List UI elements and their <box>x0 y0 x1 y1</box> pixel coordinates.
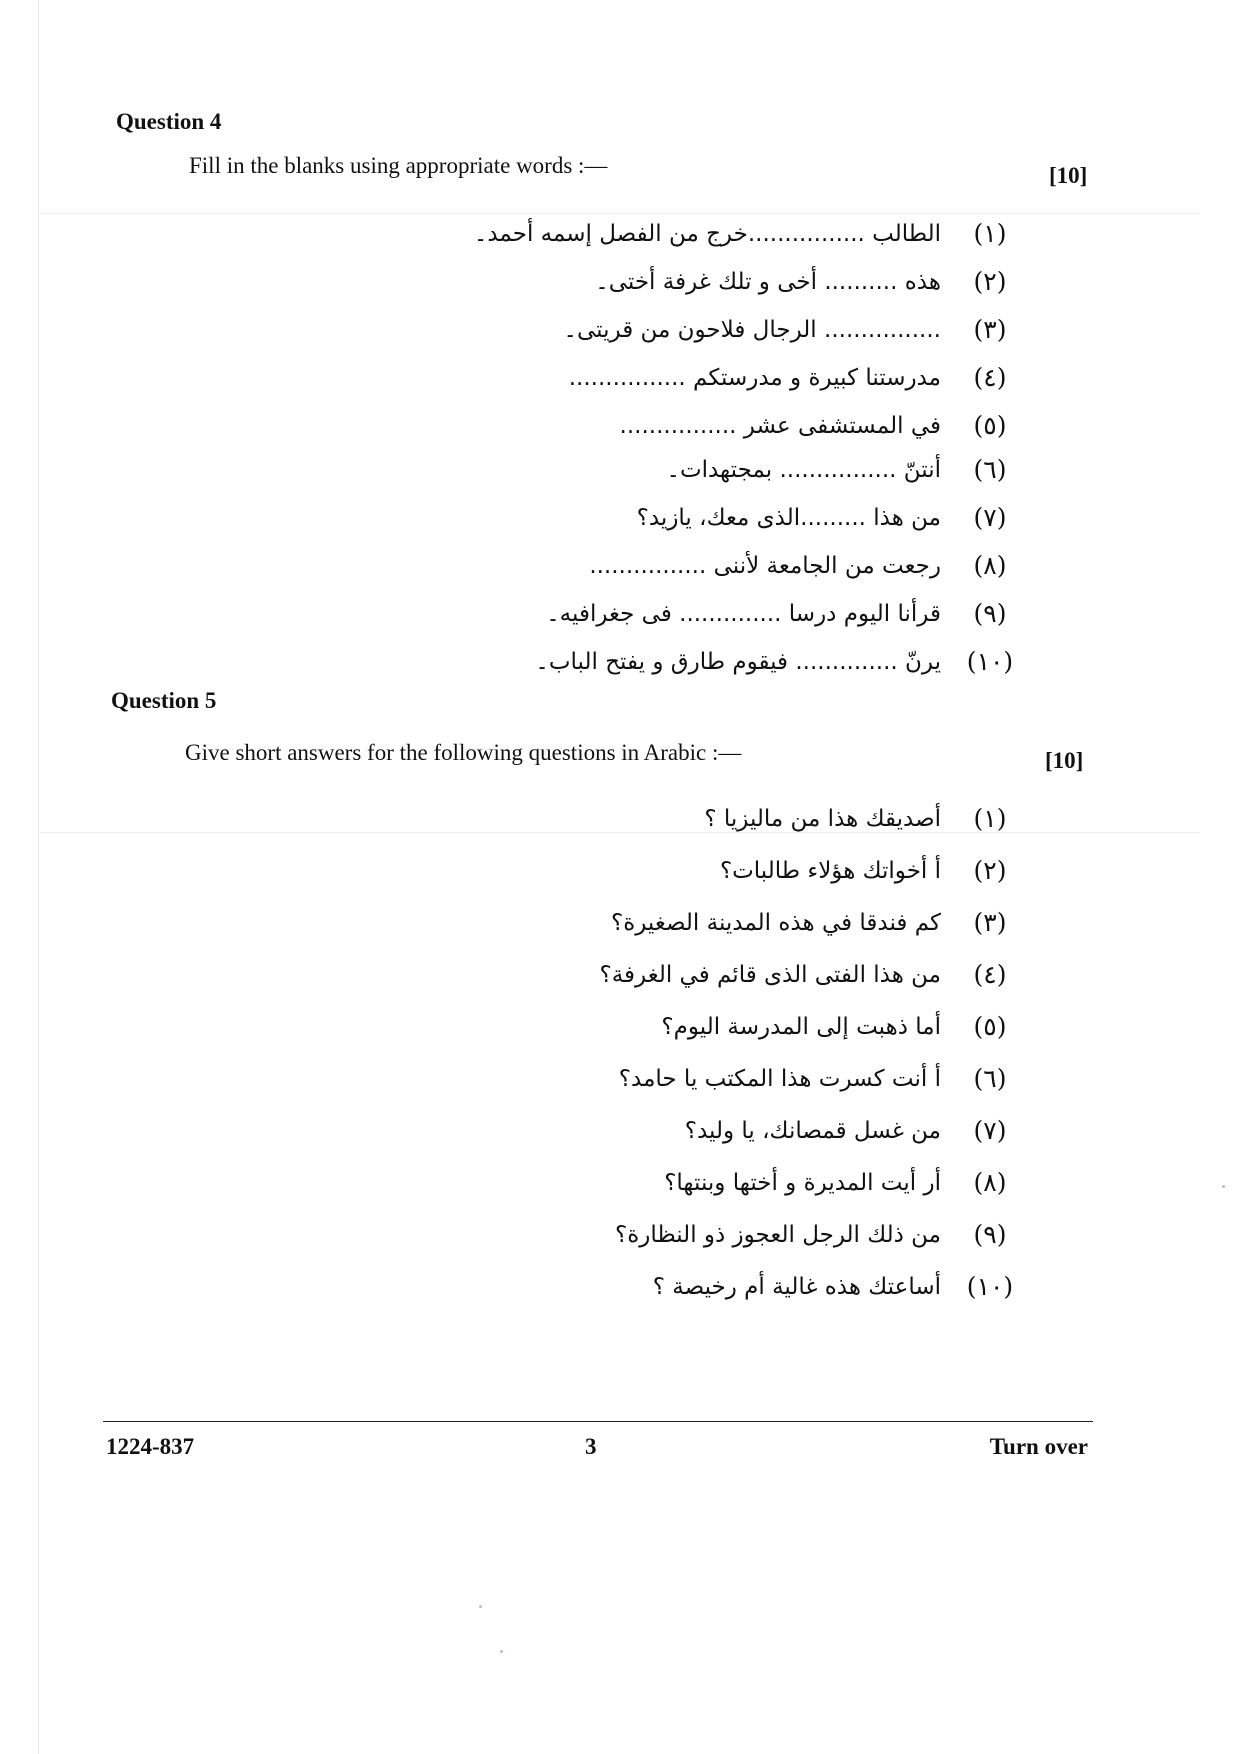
item-text: كم فندقا في هذه المدينة الصغيرة؟ <box>610 910 941 936</box>
paper-code: 1224-837 <box>106 1434 195 1459</box>
item-text: أر أيت المديرة و أختها وبنتها؟ <box>664 1170 941 1196</box>
item-text: يرنّ .............. فيقوم طارق و يفتح الباب۔ <box>535 649 941 675</box>
item-text: قرأنا اليوم درسا .............. فى جغرافيه۔ <box>546 601 941 627</box>
item-text: من ذلك الرجل العجوز ذو النظارة؟ <box>615 1222 941 1248</box>
item-text: من هذا الفتى الذى قائم في الغرفة؟ <box>599 962 941 988</box>
item-number: (٤) <box>973 363 1007 392</box>
item-text: من غسل قمصانك، يا وليد؟ <box>684 1118 941 1144</box>
list-item <box>300 404 1020 448</box>
question-instruction: Give short answers for the following questions in Arabic :— <box>185 740 742 765</box>
list-item <box>300 448 1020 492</box>
item-text: مدرستنا كبيرة و مدرستكم ................ <box>568 365 941 391</box>
page-number: 3 <box>585 1434 597 1459</box>
list-item <box>300 592 1020 636</box>
list-item <box>300 544 1020 588</box>
list-item <box>300 1161 1020 1205</box>
item-number: (٦) <box>973 1064 1007 1093</box>
scan-speck <box>479 1605 482 1608</box>
item-number: (٥) <box>973 1012 1007 1041</box>
item-number: (٨) <box>973 1168 1007 1197</box>
list-item <box>300 308 1020 352</box>
list-item <box>300 1213 1020 1257</box>
list-item <box>300 260 1020 304</box>
item-text: رجعت من الجامعة لأننى ................ <box>589 553 941 579</box>
list-item <box>300 797 1020 841</box>
item-number: (٢) <box>973 856 1007 885</box>
item-text: ................ الرجال فلاحون من قريتى۔ <box>563 317 941 343</box>
item-text: أ أنت كسرت هذا المكتب يا حامد؟ <box>618 1066 941 1092</box>
item-number: (١) <box>973 804 1007 833</box>
item-text: الطالب ................خرج من الفصل إسمه أحمد۔ <box>473 221 941 247</box>
question-instruction: Fill in the blanks using appropriate words :— <box>189 153 608 178</box>
scan-edge <box>38 0 39 1754</box>
item-text: أنتنّ ................ بمجتهدات۔ <box>666 457 941 483</box>
list-item <box>300 212 1020 256</box>
item-text: من هذا .........الذى معك، يازيد؟ <box>636 505 941 531</box>
item-text: أ أخواتك هؤلاء طالبات؟ <box>719 858 941 884</box>
item-number: (٧) <box>973 1116 1007 1145</box>
item-number: (٤) <box>973 960 1007 989</box>
item-number: (١) <box>973 219 1007 248</box>
question-heading: Question 5 <box>111 688 217 713</box>
list-item <box>300 1265 1020 1309</box>
item-text: هذه .......... أخى و تلك غرفة أختى۔ <box>595 269 941 295</box>
item-number: (٩) <box>973 1220 1007 1249</box>
item-number: (٥) <box>973 411 1007 440</box>
question-marks: [10] <box>1049 163 1088 188</box>
item-text: أما ذهبت إلى المدرسة اليوم؟ <box>661 1014 941 1040</box>
list-item <box>300 1005 1020 1049</box>
item-number: (١٠) <box>966 1272 1014 1301</box>
list-item <box>300 1109 1020 1153</box>
item-text: في المستشفى عشر ................ <box>619 413 941 439</box>
item-number: (٣) <box>973 315 1007 344</box>
scan-speck <box>500 1650 503 1653</box>
list-item <box>300 953 1020 997</box>
item-number: (٧) <box>973 503 1007 532</box>
list-item <box>300 356 1020 400</box>
item-text: أساعتك هذه غالية أم رخيصة ؟ <box>652 1274 941 1300</box>
item-number: (٢) <box>973 267 1007 296</box>
question-marks: [10] <box>1045 748 1084 773</box>
list-item <box>300 640 1020 684</box>
scan-speck <box>1222 1185 1225 1188</box>
footer-divider <box>103 1421 1093 1422</box>
item-text: أصديقك هذا من ماليزيا ؟ <box>704 806 941 832</box>
turn-over-note: Turn over <box>989 1434 1088 1459</box>
list-item <box>300 849 1020 893</box>
list-item <box>300 1057 1020 1101</box>
item-number: (١٠) <box>966 647 1014 676</box>
list-item <box>300 496 1020 540</box>
question-heading: Question 4 <box>116 109 222 134</box>
item-number: (٨) <box>973 551 1007 580</box>
list-item <box>300 901 1020 945</box>
item-number: (٦) <box>973 455 1007 484</box>
item-number: (٩) <box>973 599 1007 628</box>
item-number: (٣) <box>973 908 1007 937</box>
